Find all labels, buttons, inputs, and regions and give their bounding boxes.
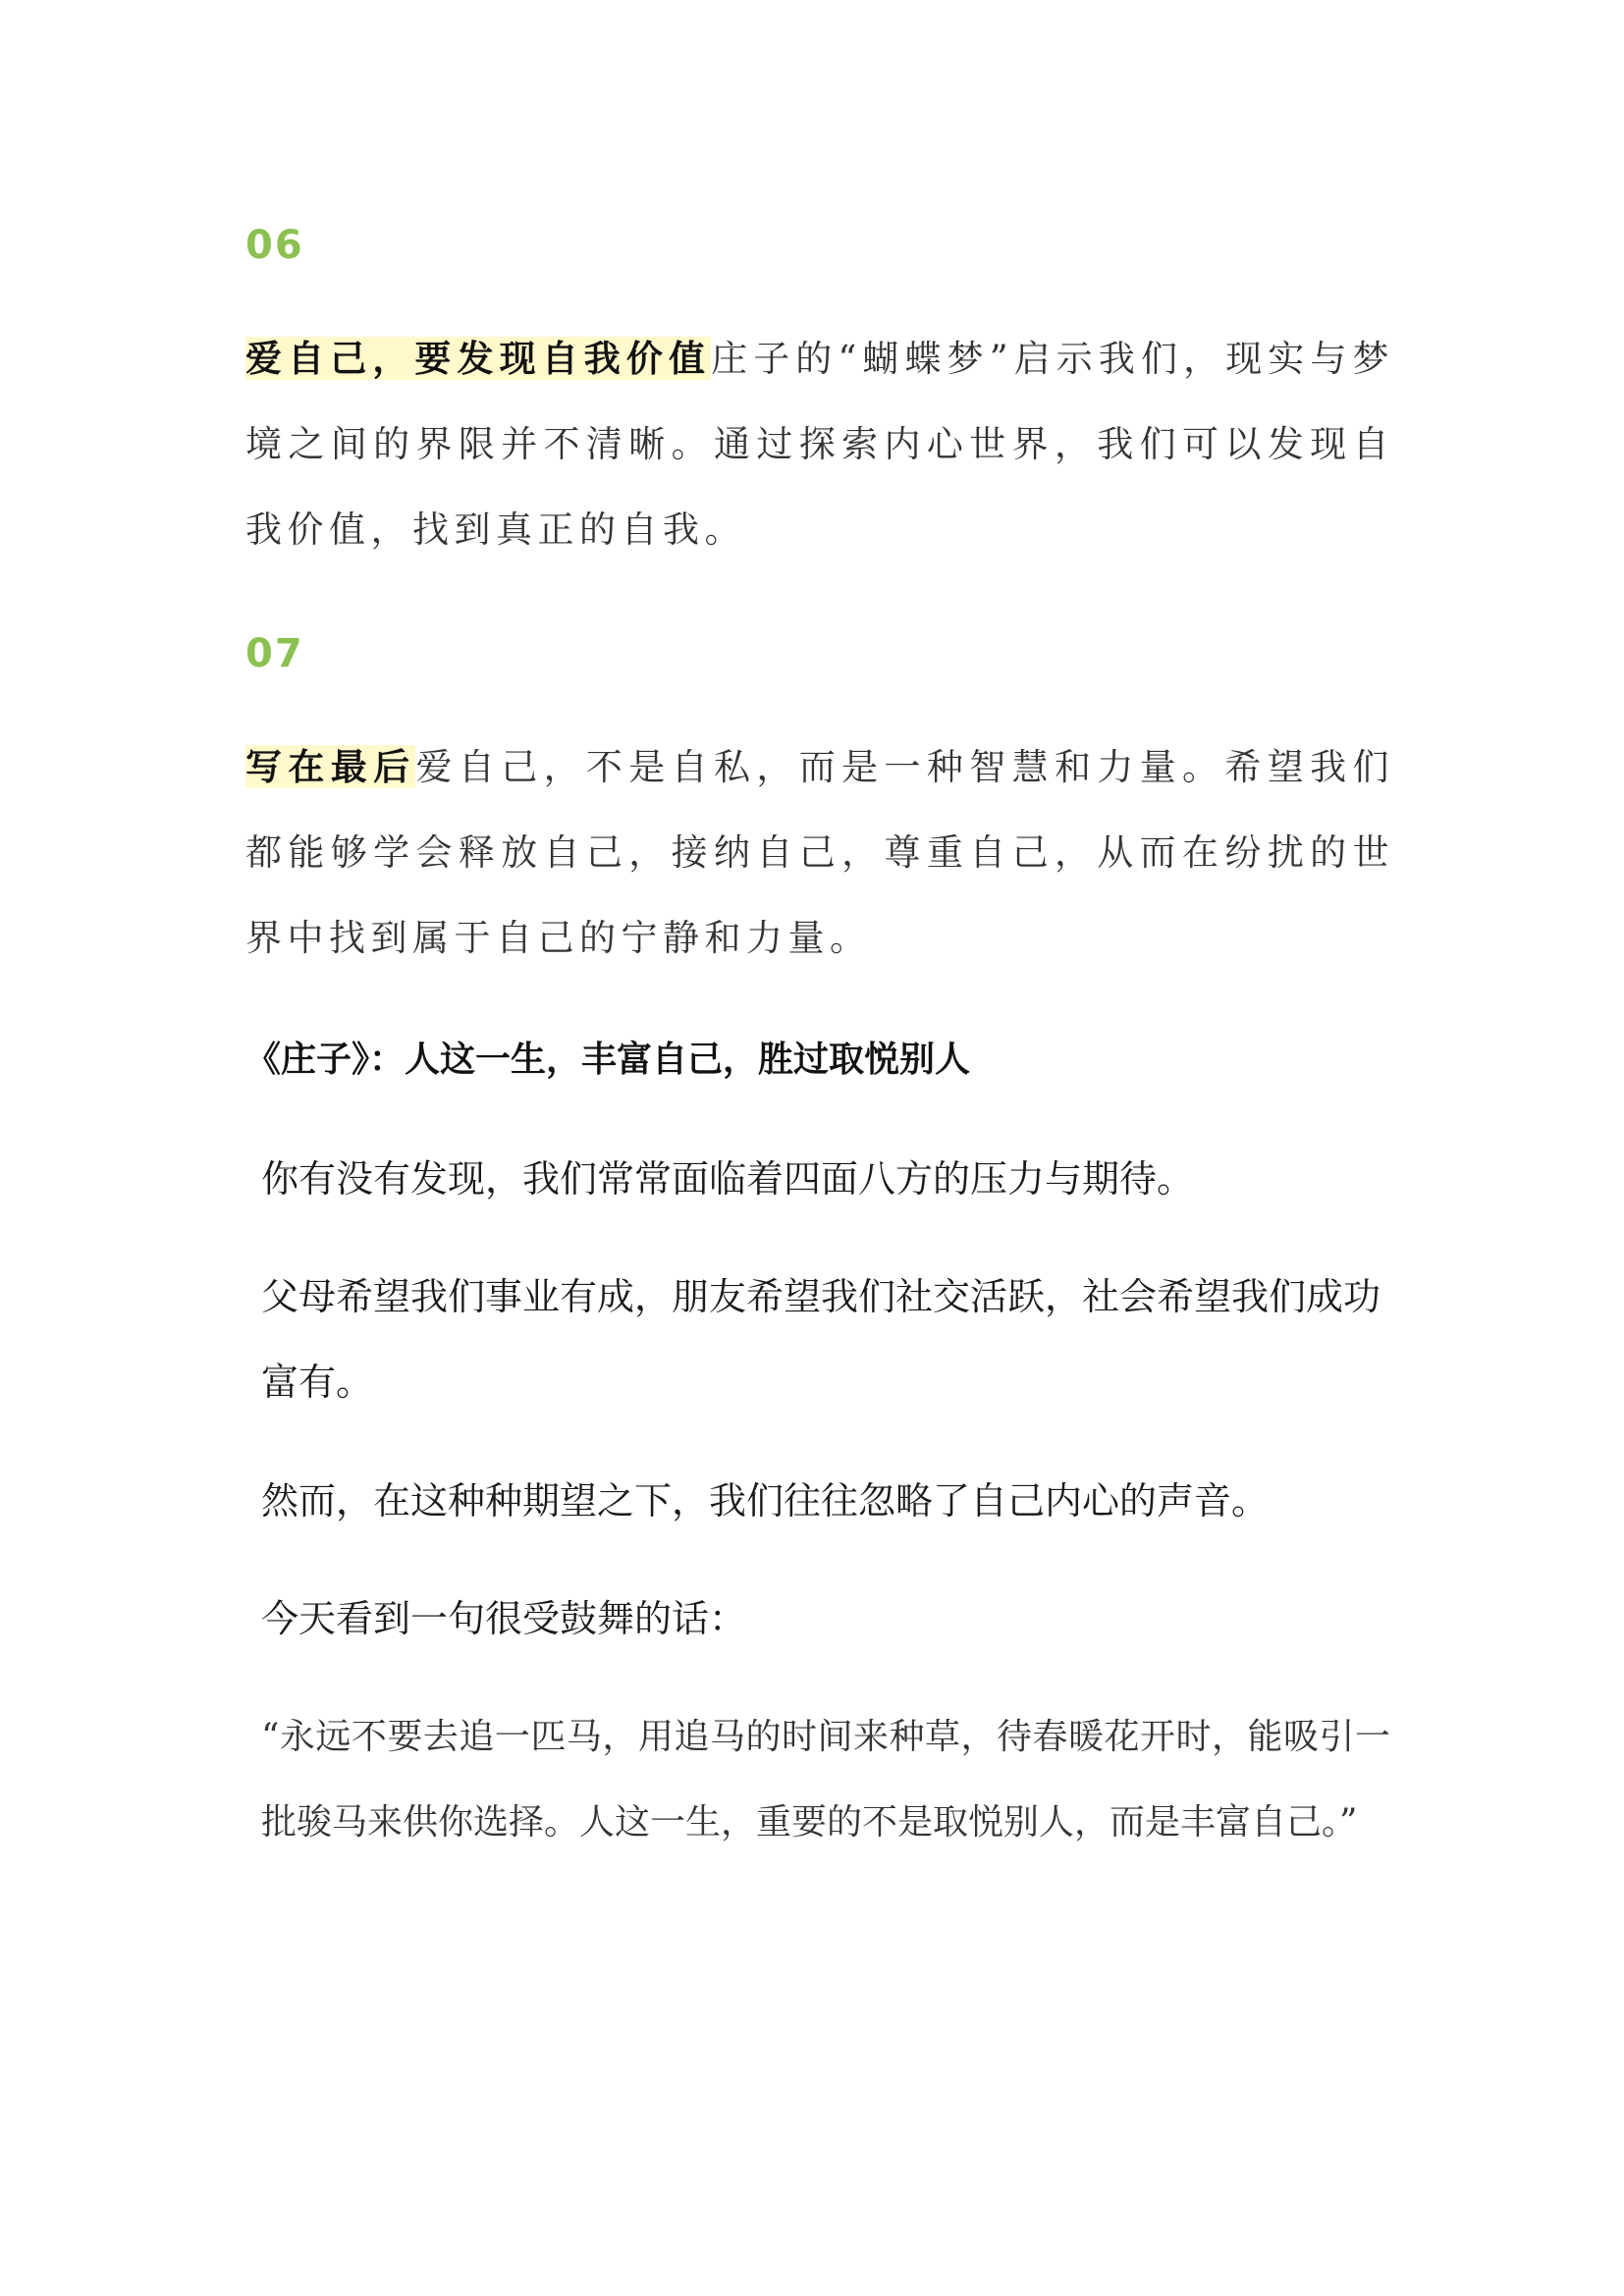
section-number: 07 (245, 631, 304, 676)
section-paragraph (245, 316, 1394, 572)
article-paragraph: 父母希望我们事业有成，朋友希望我们社交活跃，社会希望我们成功富有。 (261, 1275, 1381, 1404)
highlighted-heading: 爱自己，要发现自我价值 (245, 337, 712, 380)
article-title: 《庄子》：人这一生，丰富自己，胜过取悦别人 (245, 1040, 971, 1080)
section-body-text: 庄子的“蝴蝶梦”启示我们，现实与梦境之间的界限并不清晰。通过探索内心世界，我们可以发现自我价值，找到真正的自我。 (245, 338, 1394, 551)
article-paragraph: 然而，在这种种期望之下，我们往往忽略了自己内心的声音。 (261, 1479, 1270, 1522)
section-body-text: 爱自己，不是自私，而是一种智慧和力量。希望我们都能够学会释放自己，接纳自己，尊重自己，从而在纷扰的世界中找到属于自己的宁静和力量。 (245, 746, 1395, 959)
section-number: 06 (245, 223, 304, 268)
quote-paragraph: “永远不要去追一匹马，用追马的时间来种草，待春暖花开时，能吸引一批骏马来供你选择。人这一生，重要的不是取悦别人，而是丰富自己。” (261, 1717, 1390, 1842)
article-paragraph: 你有没有发现，我们常常面临着四面八方的压力与期待。 (261, 1157, 1195, 1201)
article-paragraph: 今天看到一句很受鼓舞的话： (261, 1597, 747, 1640)
section-paragraph (245, 724, 1394, 981)
highlighted-heading: 写在最后 (245, 745, 416, 788)
